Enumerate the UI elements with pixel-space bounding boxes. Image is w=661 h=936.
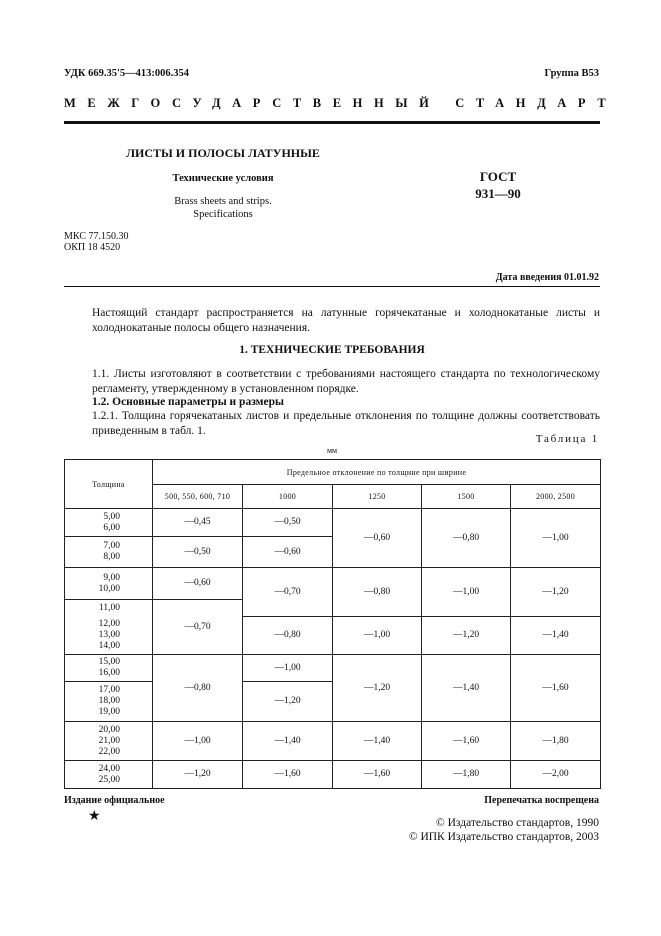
value-cell: —0,80 xyxy=(422,509,511,568)
clause-1-2 xyxy=(64,395,600,410)
copyright-block xyxy=(409,816,599,844)
value-cell: —1,60 xyxy=(422,722,511,761)
header-width-col: 500, 550, 600, 710 xyxy=(153,485,243,509)
table-header-row xyxy=(65,460,601,485)
okp-code: ОКП 18 4520 xyxy=(64,242,121,253)
clause-1-2-1-text: 1.2.1. Толщина горячекатаных листов и предельные отклонения по толщине должны соответствовать приведенным в табл. 1. xyxy=(92,410,600,437)
udk-code: УДК 669.35'5—413:006.354 xyxy=(64,68,190,79)
document-subtitle: Технические условия xyxy=(172,173,274,184)
clause-1-2-1 xyxy=(64,409,600,439)
thickness-cell: 11,00 12,00 13,00 14,00 xyxy=(65,600,153,655)
table-row xyxy=(65,568,601,600)
value-cell: —0,50 xyxy=(243,509,333,537)
value-cell: —1,00 xyxy=(243,655,333,682)
top-rule xyxy=(64,121,600,124)
section-heading: 1. ТЕХНИЧЕСКИЕ ТРЕБОВАНИЯ xyxy=(239,344,425,356)
deviation-table xyxy=(64,459,601,789)
intro-paragraph xyxy=(64,306,600,336)
document-title: ЛИСТЫ И ПОЛОСЫ ЛАТУННЫЕ xyxy=(126,146,320,160)
thickness-cell: 24,00 25,00 xyxy=(65,761,153,789)
value-cell: —0,80 xyxy=(333,568,422,617)
value-cell: —1,80 xyxy=(422,761,511,789)
value-cell: —1,00 xyxy=(153,722,243,761)
gost-number xyxy=(438,168,558,202)
value-cell: —1,40 xyxy=(422,655,511,722)
value-cell: —0,80 xyxy=(153,655,243,722)
header-width-col: 2000, 2500 xyxy=(511,485,601,509)
value-cell: —1,20 xyxy=(153,761,243,789)
value-cell: —1,20 xyxy=(333,655,422,722)
value-cell: —1,40 xyxy=(243,722,333,761)
value-cell: —1,60 xyxy=(243,761,333,789)
value-cell: —1,80 xyxy=(511,722,601,761)
value-cell: —1,20 xyxy=(422,617,511,655)
value-cell: —1,40 xyxy=(511,617,601,655)
table-row xyxy=(65,655,601,682)
thickness-cell: 20,00 21,00 22,00 xyxy=(65,722,153,761)
value-cell: —1,20 xyxy=(243,682,333,722)
thickness-cell: 15,00 16,00 xyxy=(65,655,153,682)
standard-banner: МЕЖГОСУДАРСТВЕННЫЙ СТАНДАРТ xyxy=(64,96,618,110)
value-cell: —1,00 xyxy=(511,509,601,568)
copyright-2003: © ИПК Издательство стандартов, 2003 xyxy=(408,831,599,843)
star-icon: ★ xyxy=(88,809,101,824)
english-title xyxy=(64,195,382,221)
value-cell: —0,60 xyxy=(333,509,422,568)
header-thickness: Толщина xyxy=(65,460,153,509)
group-code: Группа В53 xyxy=(544,68,599,79)
value-cell: —1,00 xyxy=(422,568,511,617)
intro-text: Настоящий стандарт распространяется на латунные горячекатаные и холоднокатаные листы и холоднокатаные полосы общего назначения. xyxy=(92,307,600,334)
mks-code: МКС 77.150.30 xyxy=(64,231,129,242)
value-cell: —0,60 xyxy=(243,537,333,568)
table-unit: мм xyxy=(326,446,338,455)
thickness-cell: 7,00 8,00 xyxy=(65,537,153,568)
value-cell: —1,00 xyxy=(333,617,422,655)
clause-1-2-text: 1.2. Основные параметры и размеры xyxy=(92,396,284,408)
value-cell: —0,60 xyxy=(153,568,243,600)
header-width-col: 1500 xyxy=(422,485,511,509)
thickness-cell: 5,00 6,00 xyxy=(65,509,153,537)
english-title-line2: Specifications xyxy=(193,209,253,220)
header-width-col: 1000 xyxy=(243,485,333,509)
value-cell: —0,50 xyxy=(153,537,243,568)
date-rule xyxy=(64,286,600,287)
value-cell: —0,45 xyxy=(153,509,243,537)
value-cell: —0,80 xyxy=(243,617,333,655)
value-cell: —1,60 xyxy=(333,761,422,789)
table-row xyxy=(65,509,601,537)
clause-1-1-text: 1.1. Листы изготовляют в соответствии с требованиями настоящего стандарта по технологическому регламенту, утвержденному в установленном порядке. xyxy=(92,368,600,395)
value-cell: —1,40 xyxy=(333,722,422,761)
effective-date: Дата введения 01.01.92 xyxy=(495,272,599,283)
table-caption: Таблица 1 xyxy=(535,433,599,445)
value-cell: —1,60 xyxy=(511,655,601,722)
header-width-col: 1250 xyxy=(333,485,422,509)
classification-codes xyxy=(64,231,128,253)
value-cell: —0,70 xyxy=(243,568,333,617)
table-row xyxy=(65,722,601,761)
english-title-line1: Brass sheets and strips. xyxy=(174,196,272,207)
table-row xyxy=(65,761,601,789)
value-cell: —1,20 xyxy=(511,568,601,617)
header-deviation: Предельное отклонение по толщине при ширине xyxy=(153,460,601,485)
value-cell: —2,00 xyxy=(511,761,601,789)
clause-1-1 xyxy=(64,367,600,397)
copyright-1990: © Издательство стандартов, 1990 xyxy=(435,817,599,829)
thickness-cell: 17,00 18,00 19,00 xyxy=(65,682,153,722)
gost-label: ГОСТ xyxy=(479,169,517,184)
reprint-prohibited-label: Перепечатка воспрещена xyxy=(484,795,599,806)
thickness-cell: 9,00 10,00 xyxy=(65,568,153,600)
gost-code: 931—90 xyxy=(475,186,521,201)
official-edition-label: Издание официальное xyxy=(64,795,165,806)
value-cell: —0,70 xyxy=(153,600,243,655)
